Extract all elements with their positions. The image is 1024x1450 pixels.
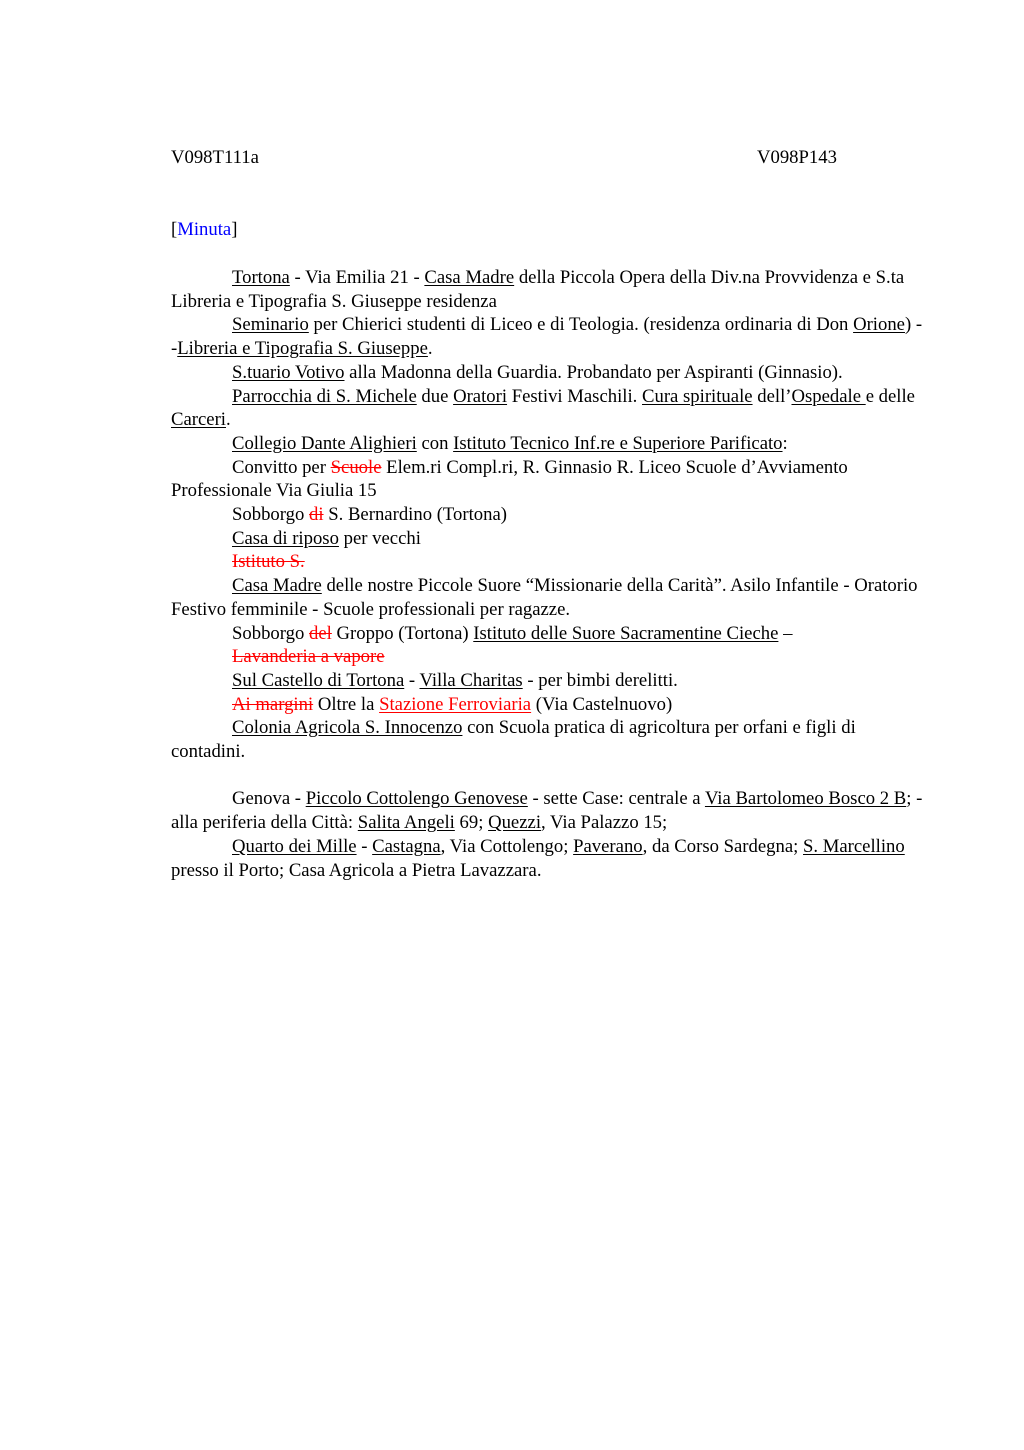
paragraph-sobborgo-bernardino bbox=[171, 503, 932, 527]
underlined-text: Orione bbox=[853, 314, 905, 336]
deleted-text: del bbox=[309, 622, 332, 644]
text-run: ; - alla periferia della Città: bbox=[171, 788, 923, 834]
paragraph-istituto-deleted bbox=[171, 550, 932, 574]
text-run: Groppo (Tortona) bbox=[331, 622, 474, 644]
underlined-text: Ospedale bbox=[791, 385, 866, 407]
underlined-text: Colonia Agricola S. Innocenzo bbox=[232, 717, 463, 739]
document-body bbox=[171, 266, 932, 882]
paragraph-castello bbox=[171, 669, 932, 693]
text-run: - bbox=[356, 835, 373, 857]
text-run: - Via Emilia 21 - bbox=[289, 267, 425, 288]
underlined-text: Collegio Dante Alighieri bbox=[232, 432, 417, 454]
paragraph-lavanderia-deleted bbox=[171, 645, 932, 669]
underlined-text: Cura spirituale bbox=[642, 385, 753, 407]
underlined-text: Salita Angeli bbox=[357, 812, 455, 834]
paragraph-genova-case bbox=[171, 835, 932, 882]
text-run: presso il Porto; Casa Agricola a Pietra Lavazzara. bbox=[171, 859, 542, 881]
deleted-text: Ai margini bbox=[232, 693, 314, 715]
paragraph-stazione bbox=[171, 693, 932, 717]
text-run: e delle bbox=[865, 385, 915, 407]
paragraph-collegio bbox=[171, 432, 932, 456]
text-run: , da Corso Sardegna; bbox=[642, 835, 804, 857]
text-run: delle nostre Piccole Suore “Missionarie della Carità”. Asilo Infantile - Oratorio Festivo femminile - Scuole professionali per ragazze. bbox=[171, 575, 918, 620]
underlined-text: Quezzi bbox=[488, 812, 542, 834]
underlined-text: Via Bartolomeo Bosco 2 B bbox=[704, 788, 907, 810]
text-run: Sobborgo bbox=[232, 622, 310, 644]
text-run: . bbox=[427, 338, 433, 360]
underlined-text: Istituto delle Suore Sacramentine Cieche bbox=[473, 622, 779, 644]
text-run: Sobborgo bbox=[232, 504, 310, 526]
text-run: Oltre la bbox=[313, 693, 380, 715]
text-run: . bbox=[226, 409, 231, 431]
paragraph-colonia bbox=[171, 716, 932, 763]
text-run: due bbox=[416, 385, 454, 407]
text-run: per vecchi bbox=[338, 527, 421, 549]
underlined-text: Piccolo Cottolengo Genovese bbox=[305, 788, 528, 810]
text-run: - bbox=[404, 669, 420, 691]
paragraph-piccole-suore bbox=[171, 574, 932, 621]
document-code-left: V098T111a bbox=[171, 147, 259, 168]
deleted-text: Scuole bbox=[330, 456, 382, 478]
paragraph-seminario bbox=[171, 313, 932, 360]
paragraph-convitto bbox=[171, 456, 932, 503]
draft-label-text: Minuta bbox=[177, 219, 232, 240]
text-run: Genova - bbox=[232, 788, 306, 810]
paragraph-sobborgo-groppo bbox=[171, 622, 932, 646]
underlined-text: Seminario bbox=[232, 314, 309, 336]
text-run: S. Bernardino (Tortona) bbox=[323, 504, 508, 526]
underlined-text: S. Marcellino bbox=[803, 835, 905, 857]
underlined-text: Paverano bbox=[573, 835, 643, 857]
deleted-text: Istituto S. bbox=[232, 551, 305, 573]
underlined-text: Casa Madre bbox=[424, 267, 515, 288]
text-run: Festivi Maschili. bbox=[507, 385, 643, 407]
paragraph-parrocchia bbox=[171, 385, 932, 432]
paragraph-casa-riposo bbox=[171, 527, 932, 551]
deleted-text: Lavanderia a vapore bbox=[232, 646, 385, 668]
paragraph-santuario bbox=[171, 361, 932, 385]
text-run: dell’ bbox=[752, 385, 792, 407]
underlined-text: Parrocchia di S. Michele bbox=[232, 385, 417, 407]
underlined-text: Villa Charitas bbox=[419, 669, 523, 691]
paragraph-tortona-casa-madre bbox=[171, 266, 932, 313]
underlined-text: Quarto dei Mille bbox=[232, 835, 357, 857]
draft-label-close-bracket: ] bbox=[231, 219, 238, 240]
deleted-text: di bbox=[309, 504, 324, 526]
underlined-text: Carceri bbox=[171, 409, 226, 431]
text-run: - sette Case: centrale a bbox=[527, 788, 705, 810]
text-run: con Scuola pratica di agricoltura per orfani e figli di contadini. bbox=[171, 717, 856, 763]
underlined-text: Tortona bbox=[232, 267, 290, 288]
text-run: ) - - bbox=[171, 314, 923, 360]
inserted-text: Stazione Ferroviaria bbox=[379, 693, 532, 715]
text-run: Convitto per bbox=[232, 456, 331, 478]
underlined-text: S.tuario Votivo bbox=[232, 361, 345, 383]
text-run: della Piccola Opera della Div.na Provvidenza e S.ta Libreria e Tipografia S. Giuseppe residenza bbox=[171, 267, 905, 312]
underlined-text: Sul Castello di Tortona bbox=[232, 669, 405, 691]
text-run: – bbox=[778, 622, 793, 644]
paragraph-genova bbox=[171, 787, 932, 834]
text-run: - per bimbi derelitti. bbox=[522, 669, 678, 691]
underlined-text: Casa Madre bbox=[232, 575, 322, 597]
underlined-text: Castagna bbox=[372, 835, 441, 857]
text-run: per Chierici studenti di Liceo e di Teologia. (residenza ordinaria di Don bbox=[308, 314, 854, 336]
text-run: alla Madonna della Guardia. Probandato per Aspiranti (Ginnasio). bbox=[344, 361, 843, 383]
text-run: (Via Castelnuovo) bbox=[531, 693, 673, 715]
text-run: Elem.ri Compl.ri, R. Ginnasio R. Liceo Scuole d’Avviamento Professionale Via Giulia 15 bbox=[171, 456, 848, 502]
text-run: , Via Cottolengo; bbox=[440, 835, 574, 857]
draft-label-open-bracket: [ bbox=[171, 219, 178, 240]
underlined-text: Istituto Tecnico Inf.re e Superiore Parificato bbox=[453, 432, 783, 454]
underlined-text: Libreria e Tipografia S. Giuseppe bbox=[177, 338, 428, 360]
underlined-text: Casa di riposo bbox=[232, 527, 339, 549]
text-run: con bbox=[416, 432, 454, 454]
text-run: , Via Palazzo 15; bbox=[541, 812, 668, 834]
draft-label bbox=[171, 218, 237, 241]
text-run: 69; bbox=[454, 812, 489, 834]
document-code-right: V098P143 bbox=[757, 147, 837, 168]
underlined-text: Oratori bbox=[453, 385, 508, 407]
text-run: : bbox=[782, 432, 788, 454]
paragraph-spacer bbox=[171, 764, 932, 788]
